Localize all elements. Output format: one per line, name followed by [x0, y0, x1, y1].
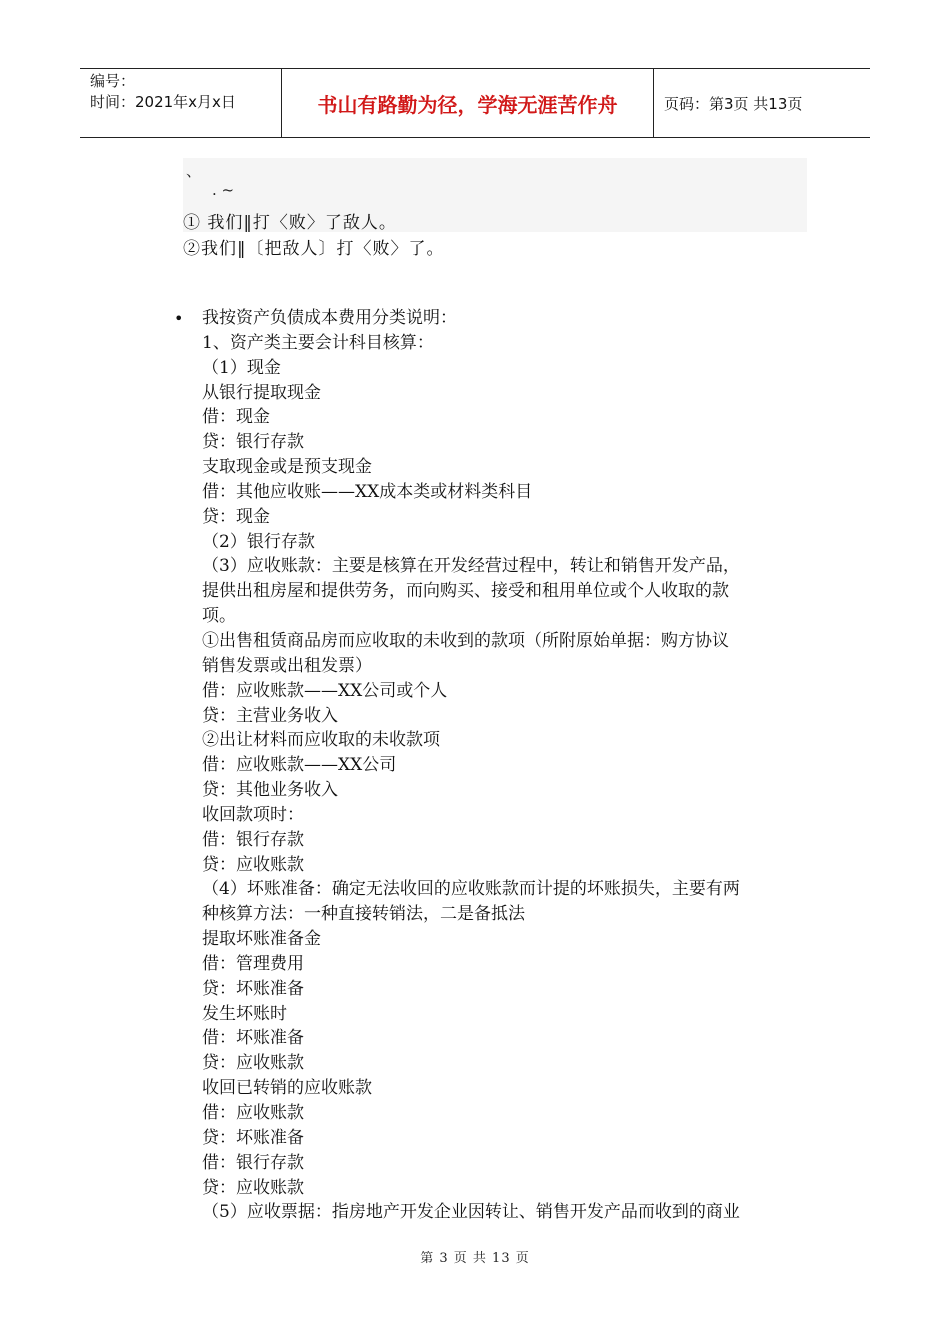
text-line: 贷：坏账准备 — [202, 1127, 304, 1148]
text-line: 贷：坏账准备 — [202, 978, 304, 999]
text-line: （2）银行存款 — [202, 531, 315, 552]
text-line: 借：管理费用 — [202, 953, 304, 974]
text-line: 贷：应收账款 — [202, 1053, 304, 1074]
text-line: 发生坏账时 — [202, 1003, 287, 1024]
text-line: （4）坏账准备：确定无法收回的应收账款而计提的坏账损失，主要有两 — [202, 879, 740, 900]
text-line: 借：现金 — [202, 407, 270, 428]
text-line: 支取现金或是预支现金 — [202, 457, 372, 478]
text-line: 借：坏账准备 — [202, 1028, 304, 1049]
text-line: 从银行提取现金 — [202, 382, 321, 403]
page-footer: 第 3 页 共 13 页 — [420, 1251, 530, 1266]
text-line: 收回已转销的应收账款 — [202, 1078, 372, 1099]
bullet-marker: • — [174, 309, 184, 328]
text-line: 收回款项时： — [202, 804, 304, 825]
example-line-2: ②我们‖〔把敌人〕打〈败〉了。 — [183, 239, 445, 259]
text-line: 借：银行存款 — [202, 1152, 304, 1173]
text-line: 贷：现金 — [202, 506, 270, 527]
text-line: （1）现金 — [202, 357, 281, 378]
time-label: 时间：2021年x月x日 — [90, 93, 236, 111]
text-line: 提取坏账准备金 — [202, 929, 321, 950]
document-header — [80, 68, 870, 138]
text-line: 贷：应收账款 — [202, 854, 304, 875]
text-line: 提供出租房屋和提供劳务，而向购买、接受和租用单位或个人收取的款 — [202, 581, 729, 602]
text-line: 贷：主营业务收入 — [202, 705, 338, 726]
text-line: 项。 — [202, 606, 236, 627]
text-line: 借：其他应收账——XX成本类或材料类科目 — [202, 481, 533, 502]
text-line: 借：应收账款——XX公司 — [202, 755, 397, 776]
text-line: ①出售租赁商品房而应收取的未收到的款项（所附原始单据：购方协议 — [202, 630, 729, 651]
example-line-1: ① 我们‖打〈败〉了敌人。 — [183, 213, 397, 233]
number-label: 编号： — [90, 72, 136, 90]
text-line: 借：应收账款 — [202, 1103, 304, 1123]
text-line: 1、资产类主要会计科目核算： — [202, 332, 434, 353]
text-line: 销售发票或出租发票） — [202, 655, 372, 676]
text-line: 贷：其他业务收入 — [202, 780, 338, 801]
text-line: 借：应收账款——XX公司或个人 — [202, 680, 448, 701]
text-line: 贷：应收账款 — [202, 1177, 304, 1198]
header-meta — [80, 69, 282, 137]
fragment-mark-2: . ~ — [212, 181, 235, 199]
body-text — [202, 306, 814, 1225]
fragment-mark-1: 、 — [186, 162, 202, 180]
text-line: （5）应收票据：指房地产开发企业因转让、销售开发产品而收到的商业 — [202, 1202, 740, 1223]
text-line: 借：银行存款 — [202, 829, 304, 850]
text-line: ②出让材料而应收取的未收款项 — [202, 730, 440, 751]
text-line: 我按资产负债成本费用分类说明： — [202, 308, 457, 328]
text-line: 种核算方法：一种直接转销法，二是备抵法 — [202, 904, 525, 925]
motto: 书山有路勤为径，学海无涯苦作舟 — [282, 69, 654, 137]
page-info: 页码：第3页 共13页 — [664, 94, 803, 113]
text-line: 贷：银行存款 — [202, 432, 304, 453]
text-line: （3）应收账款：主要是核算在开发经营过程中，转让和销售开发产品， — [202, 556, 740, 577]
